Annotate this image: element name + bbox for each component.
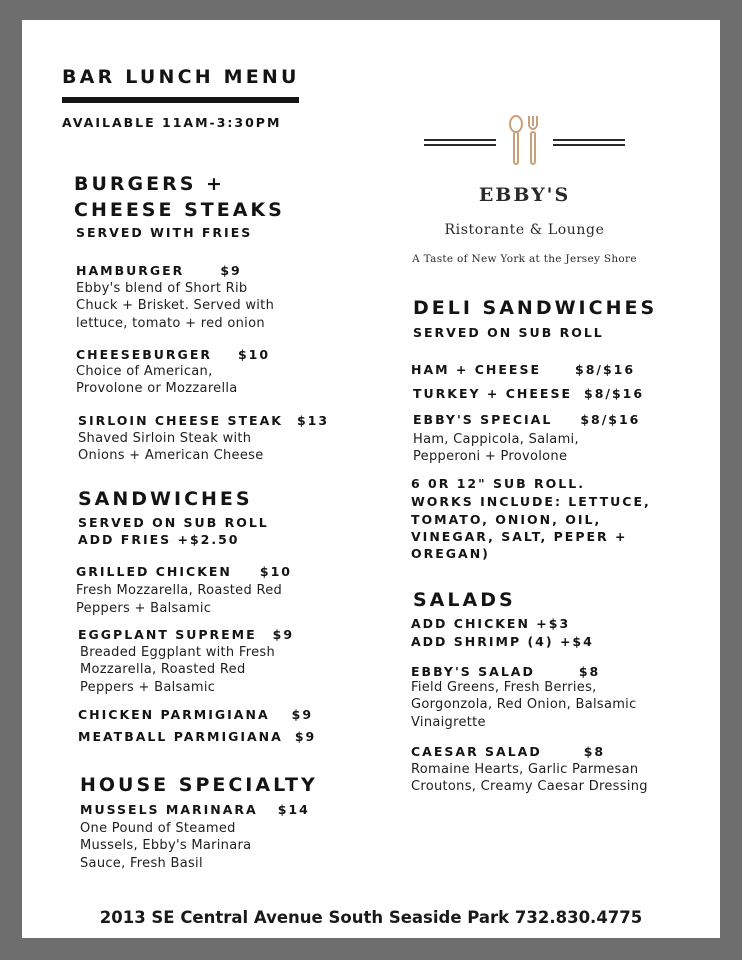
- item-description: Breaded Eggplant with Fresh: [80, 645, 276, 660]
- item-description: Fresh Mozzarella, Roasted Red: [76, 583, 283, 598]
- menu-item-cheeseburger: CHEESEBURGER $10: [76, 347, 271, 362]
- logo-name: EBBY'S: [478, 184, 571, 206]
- item-description: Sauce, Fresh Basil: [80, 856, 203, 871]
- logo-divider-right: [553, 144, 625, 146]
- item-description: Shaved Sirloin Steak with: [78, 431, 252, 446]
- menu-item-grilled-chicken: GRILLED CHICKEN $10: [76, 564, 292, 579]
- item-description: Peppers + Balsamic: [76, 601, 212, 616]
- deli-works-note: WORKS INCLUDE: LETTUCE,: [411, 494, 651, 509]
- salad-addon-chicken: ADD CHICKEN +$3: [411, 616, 571, 631]
- item-description: Choice of American,: [76, 364, 213, 379]
- item-description: Ham, Cappicola, Salami,: [413, 432, 579, 447]
- item-description: Croutons, Creamy Caesar Dressing: [411, 779, 648, 794]
- deli-works-note: 6 0R 12" SUB ROLL.: [411, 476, 585, 491]
- sandwiches-heading: SANDWICHES: [78, 488, 253, 510]
- menu-item-chicken-parmigiana: CHICKEN PARMIGIANA $9: [78, 707, 314, 722]
- fork-spoon-icon: [506, 114, 546, 168]
- item-description: Mozzarella, Roasted Red: [80, 662, 246, 677]
- logo-divider-left: [424, 139, 496, 141]
- availability-hours: AVAILABLE 11AM-3:30PM: [62, 115, 282, 130]
- menu-item-hamburger: HAMBURGER $9: [76, 263, 242, 278]
- menu-item-ham-cheese: HAM + CHEESE $8/$16: [411, 362, 636, 377]
- menu-item-turkey-cheese: TURKEY + CHEESE $8/$16: [413, 386, 645, 401]
- logo-divider-right: [553, 139, 625, 141]
- item-description: Pepperoni + Provolone: [413, 449, 568, 464]
- salad-addon-shrimp: ADD SHRIMP (4) +$4: [411, 634, 594, 649]
- menu-title: BAR LUNCH MENU: [62, 66, 300, 88]
- deli-works-note: VINEGAR, SALT, PEPER +: [411, 529, 628, 544]
- menu-item-sirloin-cheese-steak: SIRLOIN CHEESE STEAK $13: [78, 413, 330, 428]
- house-specialty-heading: HOUSE SPECIALTY: [80, 774, 318, 796]
- item-description: Gorgonzola, Red Onion, Balsamic: [411, 697, 637, 712]
- burgers-note: SERVED WITH FRIES: [76, 225, 253, 240]
- item-description: Provolone or Mozzarella: [76, 381, 238, 396]
- logo-motto: A Taste of New York at the Jersey Shore: [412, 253, 637, 265]
- item-description: Onions + American Cheese: [78, 448, 264, 463]
- deli-works-note: TOMATO, ONION, OIL,: [411, 512, 602, 527]
- item-description: Field Greens, Fresh Berries,: [411, 680, 597, 695]
- menu-item-eggplant-supreme: EGGPLANT SUPREME $9: [78, 627, 295, 642]
- item-description: Romaine Hearts, Garlic Parmesan: [411, 762, 639, 777]
- sandwiches-fries-addon: ADD FRIES +$2.50: [78, 532, 240, 547]
- deli-note: SERVED ON SUB ROLL: [413, 325, 604, 340]
- menu-page: [22, 20, 720, 938]
- sandwiches-note: SERVED ON SUB ROLL: [78, 515, 269, 530]
- logo-tagline: Ristorante & Lounge: [444, 222, 605, 238]
- item-description: Mussels, Ebby's Marinara: [80, 838, 252, 853]
- salads-heading: SALADS: [413, 589, 516, 611]
- title-underline: [62, 97, 299, 103]
- menu-item-ebbys-salad: EBBY'S SALAD $8: [411, 664, 601, 679]
- item-description: Vinaigrette: [411, 715, 486, 730]
- deli-works-note: OREGAN): [411, 546, 490, 561]
- item-description: Ebby's blend of Short Rib: [76, 281, 248, 296]
- deli-sandwiches-heading: DELI SANDWICHES: [413, 297, 658, 319]
- burgers-heading-line1: BURGERS +: [74, 173, 225, 195]
- menu-item-mussels-marinara: MUSSELS MARINARA $14: [80, 802, 310, 817]
- menu-item-caesar-salad: CAESAR SALAD $8: [411, 744, 606, 759]
- item-description: lettuce, tomato + red onion: [76, 316, 265, 331]
- menu-item-meatball-parmigiana: MEATBALL PARMIGIANA $9: [78, 729, 317, 744]
- item-description: Chuck + Brisket. Served with: [76, 298, 275, 313]
- logo-divider-left: [424, 144, 496, 146]
- menu-item-ebbys-special: EBBY'S SPECIAL $8/$16: [413, 412, 641, 427]
- item-description: Peppers + Balsamic: [80, 680, 216, 695]
- burgers-heading-line2: CHEESE STEAKS: [74, 199, 285, 221]
- footer-address-phone: 2013 SE Central Avenue South Seaside Park 732.830.4775: [99, 908, 643, 927]
- item-description: One Pound of Steamed: [80, 821, 236, 836]
